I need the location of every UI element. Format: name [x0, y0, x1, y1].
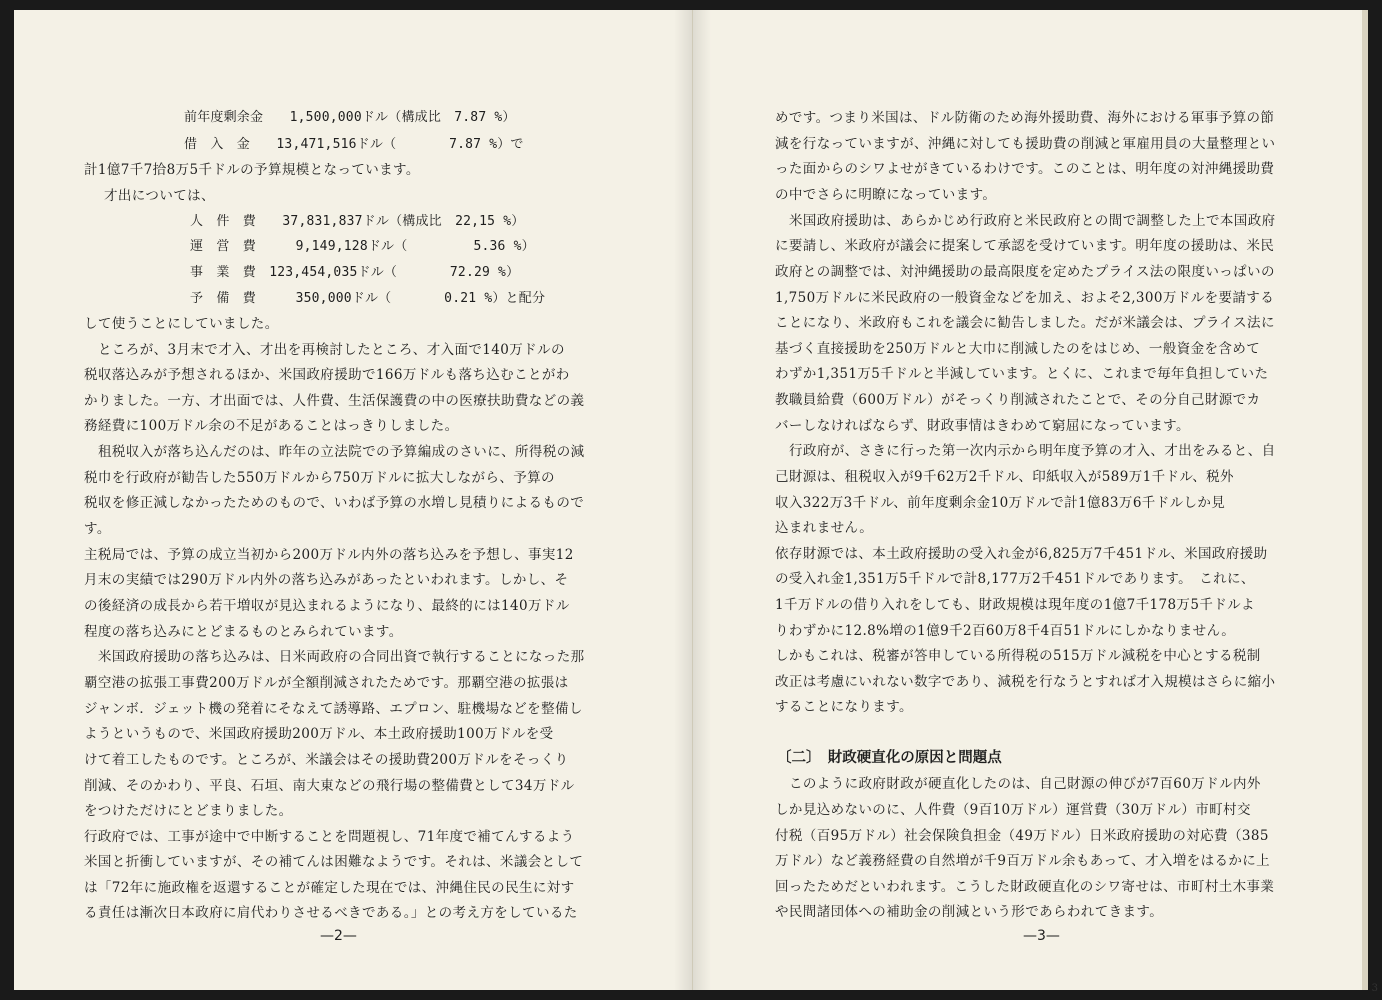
text-line: 改正は考慮にいれない数字であり、減税を行なうとすれば才入規模はさらに縮小 — [775, 674, 1276, 690]
text-line: 米国政府援助は、あらかじめ行政府と米民政府との間で調整した上で本国政府 — [789, 213, 1276, 229]
text-line: わずか1,351万5千ドルと半減しています。とくに、これまで毎年負担していた — [775, 366, 1269, 382]
text-line: めです。つまり米国は、ドル防衛のため海外援助費、海外における軍事予算の節 — [775, 110, 1275, 126]
text-line: る責任は漸次日本政府に肩代わりさせるべきである。」との考え方をしているた — [84, 905, 578, 921]
text-line: することになります。 — [775, 699, 913, 715]
text-line: 減を行なっていますが、沖縄に対しても援助費の削減と軍雇用員の大量整理とい — [775, 136, 1276, 152]
text-line: 事 業 費 123,454,035ドル（ 72.29 %） — [190, 265, 520, 280]
text-line: 税収を修正減しなかったためのもので、いわば予算の水増し見積りによるもので — [84, 495, 585, 511]
text-line: す。 — [84, 521, 111, 537]
text-line: の後経済の成長から若干増収が見込まれるようになり、最終的には140万ドル — [84, 598, 570, 614]
document-spread — [14, 10, 1368, 990]
text-line: 米国と折衝していますが、その補てんは困難なようです。それは、米議会として — [84, 854, 584, 870]
text-line: 行政府では、工事が途中で中断することを問題視し、71年度で補てんするよう — [84, 829, 575, 845]
text-line: 人 件 費 37,831,837ドル（構成比 22,15 %） — [190, 214, 525, 229]
text-line: りわずかに12.8%増の1億9千2百60万8千4百51ドルにしかなりません。 — [775, 623, 1236, 639]
text-line: 覇空港の拡張工事費200万ドルが全額削減されたためです。那覇空港の拡張は — [84, 675, 569, 691]
text-line: 万ドル）など義務経費の自然増が千9百万ドル余もあって、才入増をはるかに上 — [775, 853, 1271, 869]
text-line: 借 入 金 13,471,516ドル（ 7.87 %）で — [184, 137, 524, 152]
text-line: して使うことにしていました。 — [84, 316, 279, 332]
text-line: 予 備 費 350,000ドル（ 0.21 %）と配分 — [190, 291, 546, 306]
text-line: に要請し、米政府が議会に提案して承認を受けています。明年度の援助は、米民 — [775, 238, 1275, 254]
text-line: 運 営 費 9,149,128ドル（ 5.36 %） — [190, 239, 535, 254]
text-line: 行政府が、さきに行った第一次内示から明年度予算の才入、才出をみると、自 — [789, 443, 1276, 459]
text-line: 前年度剰余金 1,500,000ドル（構成比 7.87 %） — [184, 110, 516, 125]
text-line: しか見込めないのに、人件費（9百10万ドル）運営費（30万ドル）市町村交 — [775, 802, 1251, 818]
text-line: 税収落込みが予想されるほか、米国政府援助で166万ドルも落ち込むことがわ — [84, 367, 570, 383]
text-line: バーしなければならず、財政事情はきわめて窮屈になっています。 — [775, 418, 1190, 434]
text-line: 才出については、 — [104, 188, 215, 204]
text-line: 付税（百95万ドル）社会保険負担金（49万ドル）日米政府援助の対応費（385 — [775, 828, 1269, 844]
corner-mark: 3 — [1371, 983, 1378, 994]
text-line: 依存財源では、本土政府援助の受入れ金が6,825万7千451ドル、米国政府援助 — [775, 546, 1268, 562]
text-line: をつけただけにとどまりました。 — [84, 803, 293, 819]
page-number: —2— — [320, 928, 357, 944]
right-page — [693, 10, 1368, 990]
text-line: ことになり、米政府もこれを議会に勧告しました。だが米議会は、プライス法に — [775, 315, 1275, 331]
text-line: 政府との調整では、対沖縄援助の最高限度を定めたプライス法の限度いっぱいの — [775, 264, 1275, 280]
text-line: の受入れ金1,351万5千ドルで計8,177万2千451ドルであります。 これに、 — [775, 571, 1255, 587]
text-line: や民間諸団体への補助金の削減という形であらわれてきます。 — [775, 904, 1164, 920]
text-line: 回ったためだといわれます。こうした財政硬直化のシワ寄せは、市町村土木事業 — [775, 879, 1275, 895]
text-line: 計1億7千7拾8万5千ドルの予算規模となっています。 — [84, 162, 420, 178]
section-heading: 〔二〕 財政硬直化の原因と問題点 — [777, 750, 1002, 766]
text-line: 主税局では、予算の成立当初から200万ドル内外の落ち込みを予想し、事実12 — [84, 547, 574, 563]
left-page — [14, 10, 693, 990]
text-line: ようというもので、米国政府援助200万ドル、本土政府援助100万ドルを受 — [84, 726, 554, 742]
text-line: けて着工したものです。ところが、米議会はその援助費200万ドルをそっくり — [84, 752, 569, 768]
page-number: —3— — [1023, 928, 1060, 944]
text-line: しかもこれは、税審が答申している所得税の515万ドル減税を中心とする税制 — [775, 648, 1261, 664]
text-line: 込まれません。 — [775, 520, 874, 536]
text-line: 基づく直接援助を250万ドルと大巾に削減したのをはじめ、一般資金を含めて — [775, 341, 1261, 357]
text-line: った面からのシワよせがきているわけです。このことは、明年度の対沖縄援助費 — [775, 161, 1275, 177]
text-line: 月末の実績では290万ドル内外の落ち込みがあったといわれます。しかし、そ — [84, 572, 569, 588]
text-line: 租税収入が落ち込んだのは、昨年の立法院での予算編成のさいに、所得税の減 — [98, 444, 585, 460]
text-line: 程度の落ち込みにとどまるものとみられています。 — [84, 624, 403, 640]
text-line: 教職員給費（600万ドル）がそっくり削減されたことで、その分自己財源でカ — [775, 392, 1261, 408]
text-line: ジャンボ．ジェット機の発着にそなえて誘導路、エプロン、駐機場などを整備し — [84, 701, 583, 717]
text-line: の中でさらに明瞭になっています。 — [775, 187, 997, 203]
text-line: 1千万ドルの借り入れをしても、財政規模は現年度の1億7千178万5千ドルよ — [775, 597, 1255, 613]
text-line: 収入322万3千ドル、前年度剰余金10万ドルで計1億83万6千ドルしか見 — [775, 495, 1226, 511]
text-line: 米国政府援助の落ち込みは、日米両政府の合同出資で執行することになった那 — [98, 649, 585, 665]
text-line: かりました。一方、才出面では、人件費、生活保護費の中の医療扶助費などの義 — [84, 393, 585, 409]
text-line: は「72年に施政権を返還することが確定した現在では、沖縄住民の民生に対す — [84, 880, 575, 896]
text-line: 1,750万ドルに米民政府の一般資金などを加え、およそ2,300万ドルを要請する — [775, 290, 1275, 306]
page-edge — [1362, 10, 1368, 990]
text-line: 税巾を行政府が勧告した550万ドルから750万ドルに拡大しながら、予算の — [84, 470, 555, 486]
text-line: ところが、3月末で才入、才出を再検討したところ、才入面で140万ドルの — [98, 342, 565, 358]
text-line: 削減、そのかわり、平良、石垣、南大東などの飛行場の整備費として34万ドル — [84, 778, 575, 794]
text-line: 務経費に100万ドル余の不足があることはっきりしました。 — [84, 418, 459, 434]
text-line: このように政府財政が硬直化したのは、自己財源の伸びが7百60万ドル内外 — [789, 776, 1261, 792]
text-line: 己財源は、租税収入が9千62万2千ドル、印紙収入が589万1千ドル、税外 — [775, 469, 1234, 485]
